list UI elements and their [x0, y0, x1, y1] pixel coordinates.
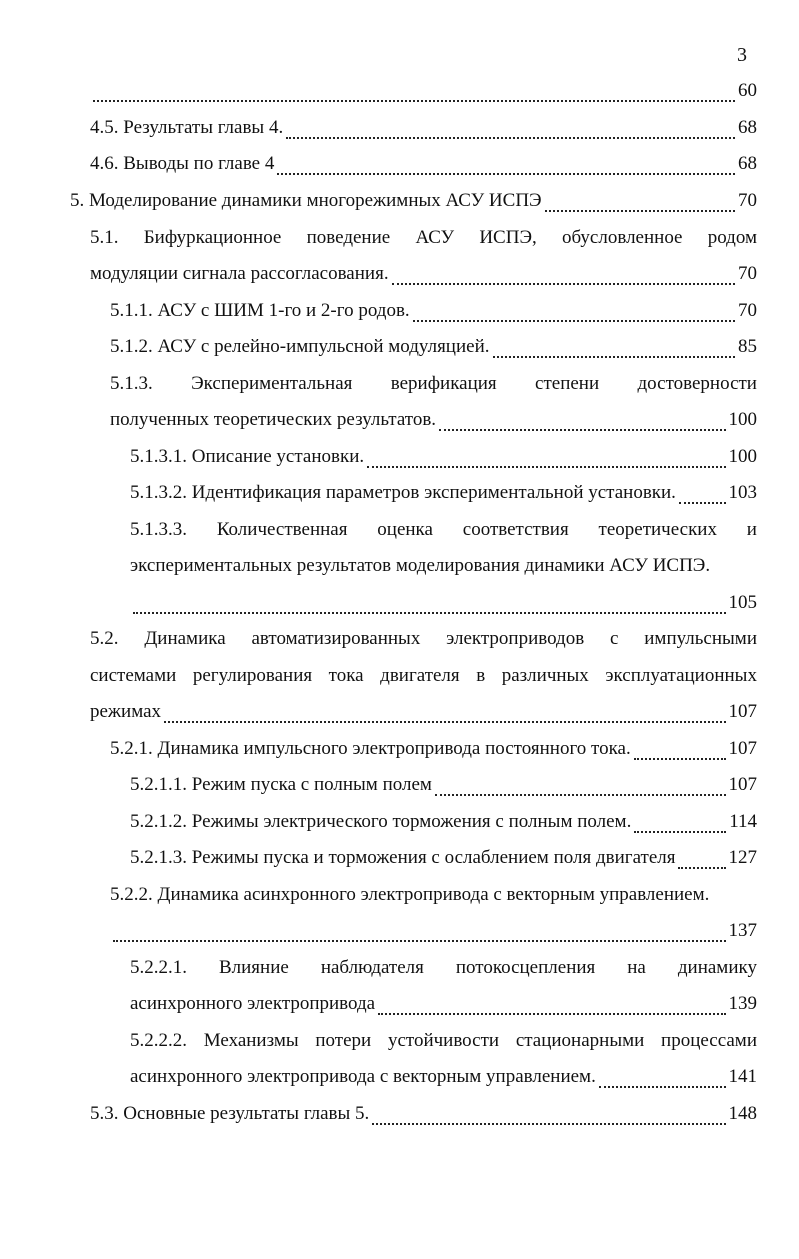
toc-text: Экспериментальная — [191, 373, 353, 394]
toc-page-number: 70 — [738, 190, 757, 211]
dot-leader — [286, 137, 735, 139]
toc-text: импульсными — [644, 628, 757, 649]
toc-page-number: 107 — [728, 701, 757, 722]
toc-text: режимах — [90, 701, 162, 722]
toc-text: обусловленное — [561, 227, 683, 248]
toc-text: степени — [535, 373, 600, 394]
toc-text: 5.2.1. Динамика импульсного электропривода постоянного тока. — [110, 738, 631, 759]
toc-line — [130, 547, 757, 584]
toc-text: регулирования — [192, 665, 313, 686]
toc-page-number: 103 — [728, 482, 757, 503]
toc-text: стационарными — [515, 1030, 645, 1051]
toc-text: асинхронного электропривода — [130, 993, 376, 1014]
toc-line — [130, 1022, 757, 1059]
toc-page-number: 100 — [728, 409, 757, 430]
dot-leader — [679, 502, 726, 504]
toc-page-number: 148 — [728, 1103, 757, 1124]
toc-text: потери — [315, 1030, 372, 1051]
toc-line — [110, 876, 757, 913]
toc-text: модуляции сигнала рассогласования. — [90, 263, 389, 284]
toc-text: 5.1.3.1. Описание установки. — [130, 446, 365, 467]
toc-page-number: 141 — [728, 1066, 757, 1087]
toc-text: Механизмы — [203, 1030, 299, 1051]
toc-page-number: 100 — [728, 446, 757, 467]
toc-text: в — [476, 665, 486, 686]
dot-leader — [634, 758, 726, 760]
toc-page-number: 114 — [729, 811, 757, 832]
toc-line — [130, 474, 757, 511]
toc-text: верификация — [390, 373, 497, 394]
toc-text: 4.5. Результаты главы 4. — [90, 117, 284, 138]
toc-line — [130, 839, 757, 876]
toc-page-number: 70 — [738, 263, 757, 284]
dot-leader — [678, 867, 725, 869]
toc-page-number: 107 — [728, 774, 757, 795]
toc-text: электроприводов — [446, 628, 585, 649]
toc-text: автоматизированных — [251, 628, 421, 649]
page-number: 3 — [737, 44, 747, 66]
toc-text: асинхронного электропривода с векторным управлением. — [130, 1066, 596, 1087]
toc-text: 5.2.2.2. — [130, 1030, 187, 1051]
dot-leader — [413, 320, 735, 322]
toc-text: родом — [707, 227, 757, 248]
toc-text: оценка — [377, 519, 433, 540]
toc-text: с — [610, 628, 619, 649]
toc-line — [130, 949, 757, 986]
toc-page-number: 68 — [738, 153, 757, 174]
toc-page-number: 85 — [738, 336, 757, 357]
toc-line — [90, 255, 757, 292]
toc-line — [110, 365, 757, 402]
toc-text: 5.2.2. Динамика асинхронного электропривода с векторным управлением. — [110, 884, 710, 905]
toc-text: 4.6. Выводы по главе 4 — [90, 153, 275, 174]
dot-leader — [164, 721, 725, 723]
toc-page-number: 139 — [728, 993, 757, 1014]
toc-text: наблюдателя — [320, 957, 424, 978]
toc-text: 5.1.3. — [110, 373, 153, 394]
dot-leader — [634, 831, 726, 833]
toc-text: тока — [328, 665, 364, 686]
dot-leader — [435, 794, 726, 796]
toc-line — [90, 693, 757, 730]
toc-page-number: 60 — [738, 80, 757, 101]
toc-line — [90, 1095, 757, 1132]
toc-line — [70, 182, 757, 219]
dot-leader — [93, 100, 735, 102]
dot-leader — [392, 283, 735, 285]
toc-text: устойчивости — [387, 1030, 500, 1051]
dot-leader — [367, 466, 725, 468]
toc-page-number: 127 — [728, 847, 757, 868]
toc-page-number: 68 — [738, 117, 757, 138]
toc-line — [110, 328, 757, 365]
toc-line — [130, 511, 757, 548]
toc-text: ИСПЭ, — [479, 227, 537, 248]
toc-line — [130, 803, 757, 840]
dot-leader — [545, 210, 735, 212]
toc-line — [130, 1058, 757, 1095]
toc-text: динамику — [677, 957, 757, 978]
toc-text: Динамика — [144, 628, 226, 649]
toc-text: Бифуркационное — [143, 227, 282, 248]
toc-text: 5.2.2.1. — [130, 957, 187, 978]
dot-leader — [133, 612, 726, 614]
dot-leader — [599, 1086, 726, 1088]
toc-line — [90, 109, 757, 146]
dot-leader — [113, 940, 726, 942]
toc-text: 5.2. — [90, 628, 119, 649]
toc-text: АСУ — [415, 227, 455, 248]
toc-text: теоретических — [598, 519, 717, 540]
toc-text: 5.2.1.2. Режимы электрического торможения с полным полем. — [130, 811, 632, 832]
toc-text: эксплуатационных — [605, 665, 757, 686]
toc-line — [130, 438, 757, 475]
toc-line — [110, 292, 757, 329]
toc-text: 5.1.3.3. — [130, 519, 187, 540]
toc-text: соответствия — [462, 519, 569, 540]
toc-line — [90, 657, 757, 694]
toc-text: 5.1.3.2. Идентификация параметров экспериментальной установки. — [130, 482, 676, 503]
toc-text: системами — [90, 665, 177, 686]
toc-line — [130, 766, 757, 803]
toc-line — [110, 730, 757, 767]
toc-text: полученных теоретических результатов. — [110, 409, 437, 430]
dot-leader — [378, 1013, 725, 1015]
toc-text: 5.1.2. АСУ с релейно-импульсной модуляцией. — [110, 336, 490, 357]
toc-text: 5.1. — [90, 227, 119, 248]
toc-text: 5.2.1.3. Режимы пуска и торможения с ослаблением поля двигателя — [130, 847, 676, 868]
toc-text: Количественная — [216, 519, 348, 540]
toc-page-number: 137 — [728, 920, 757, 941]
toc-text: потокосцепления — [455, 957, 596, 978]
toc-line — [90, 620, 757, 657]
toc-text: 5.1.1. АСУ с ШИМ 1-го и 2-го родов. — [110, 300, 410, 321]
toc-line — [90, 145, 757, 182]
toc-text: процессами — [661, 1030, 757, 1051]
toc-line — [110, 401, 757, 438]
toc-line — [90, 72, 757, 109]
toc-line — [130, 985, 757, 1022]
toc-text: 5.2.1.1. Режим пуска с полным полем — [130, 774, 432, 795]
toc-text: поведение — [306, 227, 391, 248]
toc-line — [130, 584, 757, 621]
toc-page-number: 70 — [738, 300, 757, 321]
dot-leader — [372, 1123, 725, 1125]
toc-line — [110, 912, 757, 949]
toc-text: 5.3. Основные результаты главы 5. — [90, 1103, 370, 1124]
dot-leader — [277, 173, 735, 175]
dot-leader — [439, 429, 725, 431]
toc-text: на — [627, 957, 646, 978]
toc-text: экспериментальных результатов моделирования динамики АСУ ИСПЭ. — [130, 555, 711, 576]
toc-text: 5. Моделирование динамики многорежимных АСУ ИСПЭ — [70, 190, 542, 211]
toc-page-number: 107 — [728, 738, 757, 759]
toc-text: двигателя — [380, 665, 460, 686]
toc-text: достоверности — [637, 373, 757, 394]
toc-text: и — [746, 519, 757, 540]
toc-line — [90, 219, 757, 256]
dot-leader — [493, 356, 736, 358]
toc-text: различных — [501, 665, 589, 686]
toc-text: Влияние — [218, 957, 289, 978]
toc-page-number: 105 — [728, 592, 757, 613]
